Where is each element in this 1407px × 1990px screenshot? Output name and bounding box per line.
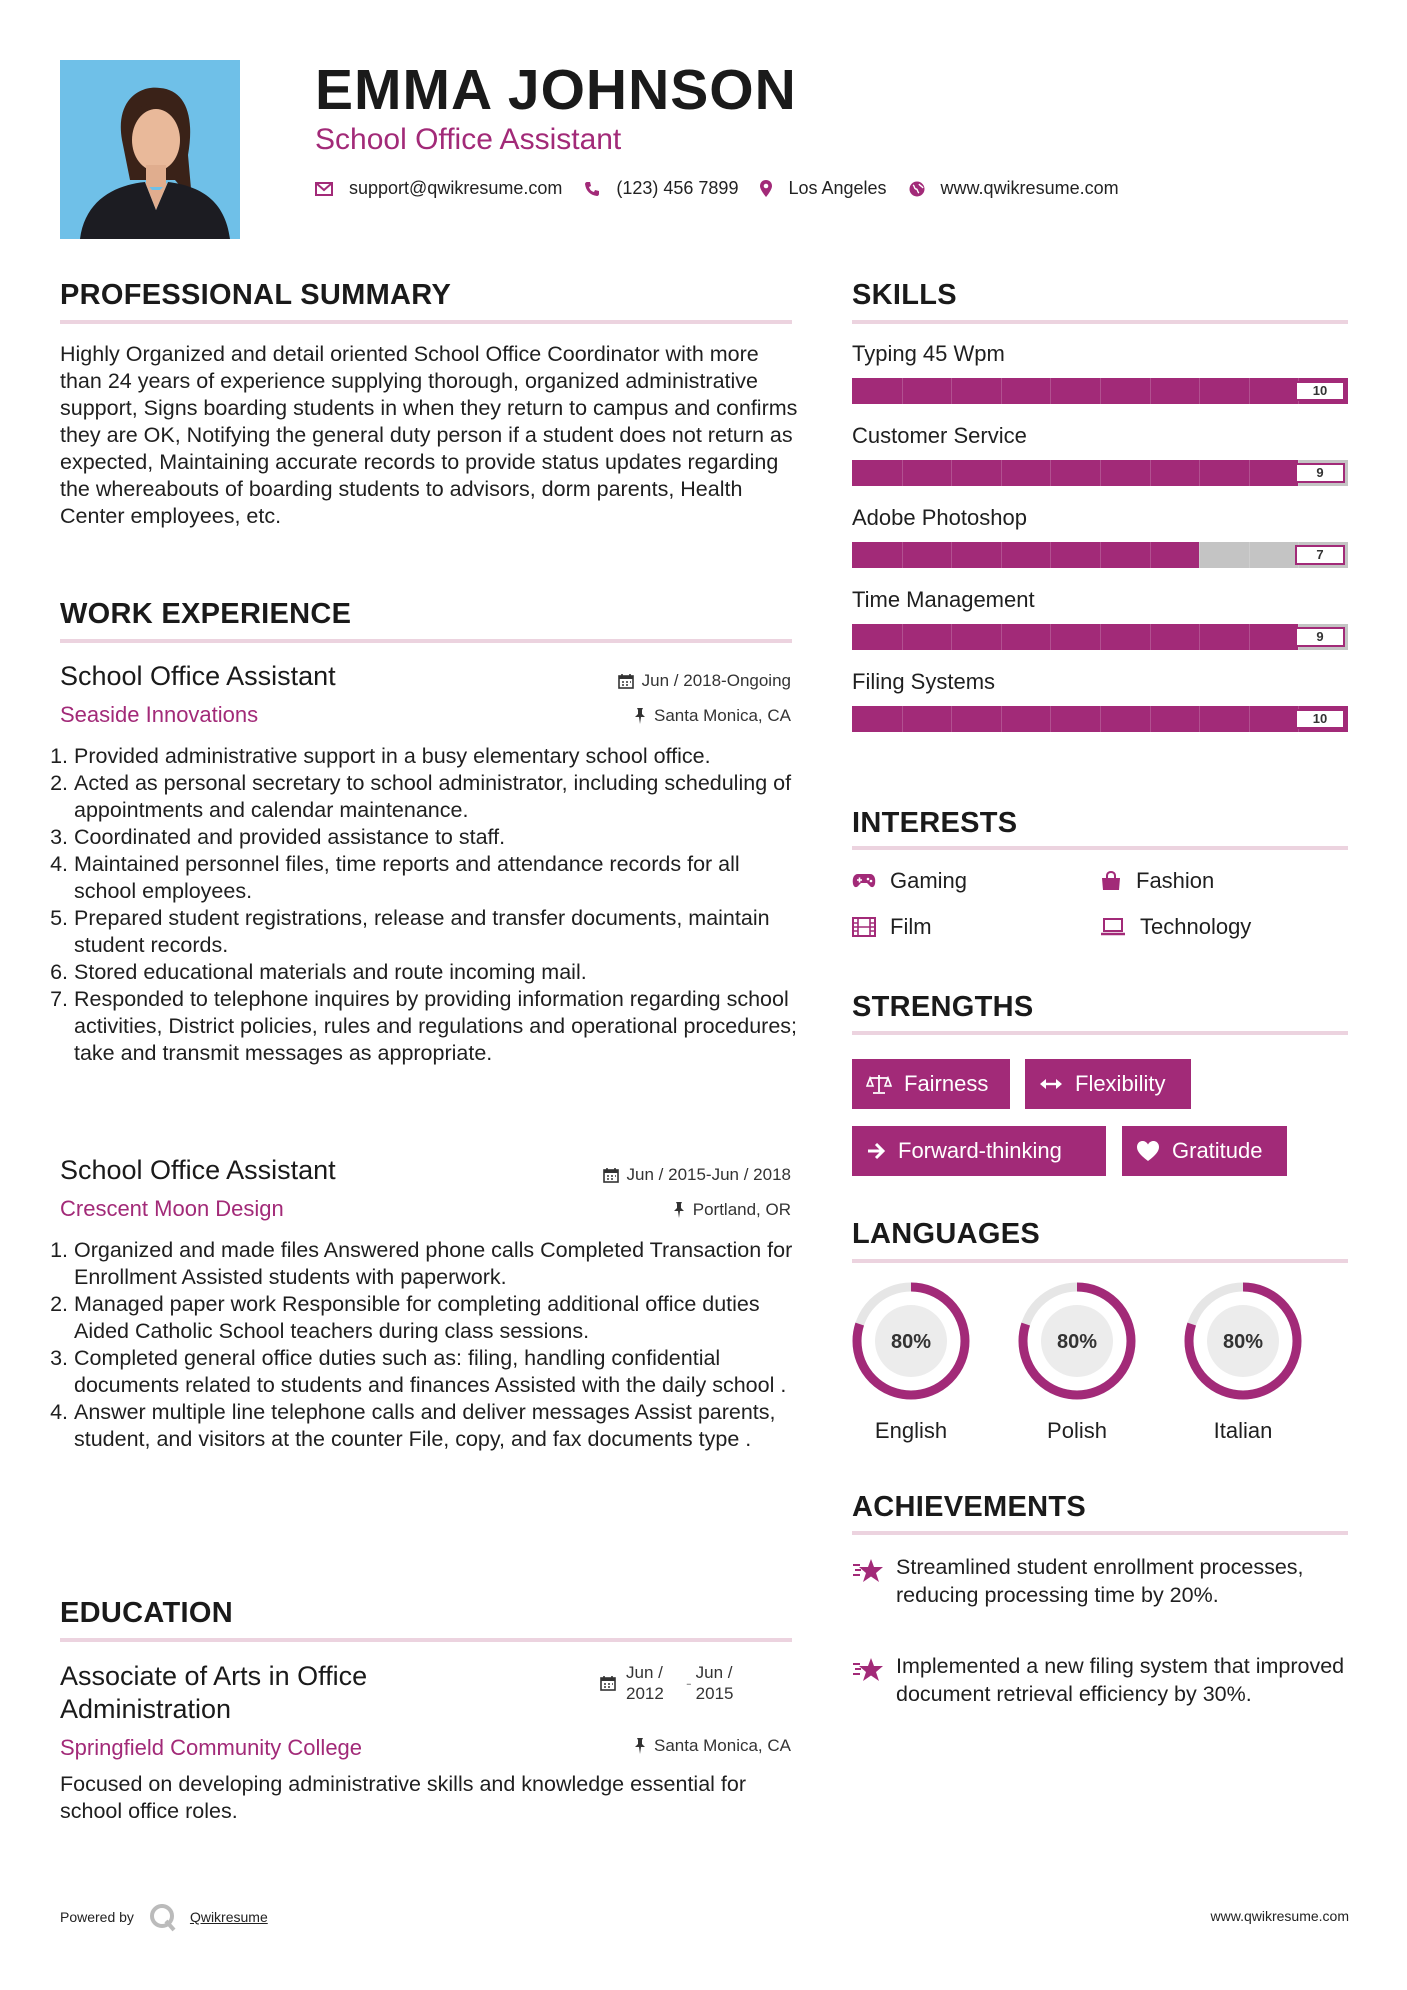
achievements-heading: ACHIEVEMENTS	[852, 1491, 1087, 1523]
skill-rating-bar	[852, 624, 1348, 650]
job-2-location	[673, 1199, 791, 1221]
strengths-divider	[852, 1031, 1348, 1035]
summary-heading: PROFESSIONAL SUMMARY	[60, 279, 452, 311]
skill-bar-segment-divider	[1199, 378, 1200, 404]
skills-divider	[852, 320, 1348, 324]
footer-website[interactable]: www.qwikresume.com	[1210, 1908, 1349, 1924]
heart-icon	[1136, 1140, 1160, 1162]
job-2-duties	[56, 1237, 804, 1453]
skill-label: Adobe Photoshop	[852, 505, 1027, 530]
list-item: 6. Stored educational materials and route incoming mail.	[74, 959, 804, 986]
language-name: Italian	[1213, 1418, 1273, 1443]
skill-bar-segment-divider	[902, 706, 903, 732]
shopping-bag-icon	[1100, 871, 1122, 891]
achievement-text: Streamlined student enrollment processes, reducing processing time by 20%.	[896, 1555, 1304, 1607]
skill-bar-segment-divider	[1100, 542, 1101, 568]
skill-bar-segment-divider	[1001, 542, 1002, 568]
skill-score: 10	[1295, 709, 1345, 729]
skill-bar-segment-divider	[951, 624, 952, 650]
strength-label: Forward-thinking	[898, 1138, 1062, 1163]
job-1-location	[634, 705, 791, 727]
person-portrait-icon	[60, 60, 240, 239]
skill-bar-segment-divider	[1001, 706, 1002, 732]
skill-bar-segment-divider	[1050, 624, 1051, 650]
job-2-location-text: Portland, OR	[692, 1200, 791, 1219]
strength-label: Gratitude	[1172, 1138, 1263, 1163]
skill-bar-segment-divider	[1249, 460, 1250, 486]
interest-label: Fashion	[1136, 868, 1215, 893]
skill-label: Typing 45 Wpm	[852, 341, 1005, 366]
achievement-item-1	[852, 1553, 1352, 1609]
skill-bar-segment-divider	[951, 706, 952, 732]
languages-divider	[852, 1259, 1348, 1263]
education-description: Focused on developing administrative skills and knowledge essential for school office roles.	[60, 1772, 746, 1823]
strengths-heading: STRENGTHS	[852, 991, 1034, 1023]
list-item: 3. Completed general office duties such as: filing, handling confidential documents related to students and finances Assisted with the daily school .	[74, 1345, 804, 1399]
education-end-month: Jun /	[695, 1663, 733, 1682]
calendar-icon	[618, 673, 634, 689]
calendar-icon	[603, 1167, 619, 1183]
skill-bar-segment-divider	[1150, 624, 1151, 650]
film-icon	[852, 917, 876, 937]
languages-list	[848, 1278, 1348, 1445]
strength-label: Flexibility	[1075, 1071, 1166, 1096]
balance-scale-icon	[866, 1073, 892, 1095]
skill-rating-fill	[852, 460, 1298, 486]
candidate-name: EMMA JOHNSON	[315, 58, 797, 122]
achievement-text: Implemented a new filing system that improved document retrieval efficiency by 30%.	[896, 1654, 1345, 1706]
contact-website[interactable]	[909, 178, 1119, 199]
skill-rating-bar	[852, 542, 1348, 568]
skill-bar-segment-divider	[1100, 706, 1101, 732]
job-1-title: School Office Assistant	[60, 661, 336, 691]
skill-score: 7	[1295, 545, 1345, 565]
experience-heading: WORK EXPERIENCE	[60, 598, 352, 630]
summary-divider	[60, 320, 792, 324]
job-1-company: Seaside Innovations	[60, 702, 259, 727]
education-location-text: Santa Monica, CA	[653, 1736, 791, 1755]
job-1-date	[618, 670, 791, 692]
languages-heading: LANGUAGES	[852, 1218, 1040, 1250]
skill-item	[852, 668, 1348, 732]
list-item: 1. Organized and made files Answered phone calls Completed Transaction for Enrollment Assisted students with paperwork.	[74, 1237, 804, 1291]
language-item	[1014, 1278, 1140, 1445]
skill-rating-bar	[852, 706, 1348, 732]
language-item	[1180, 1278, 1306, 1445]
skill-bar-segment-divider	[951, 378, 952, 404]
achievement-item-2	[852, 1652, 1352, 1708]
job-1-date-text: Jun / 2018-Ongoing	[641, 671, 791, 690]
contact-location-text: Los Angeles	[788, 178, 887, 198]
pushpin-icon	[634, 1738, 646, 1754]
interest-technology	[1100, 914, 1251, 940]
map-pin-icon	[760, 180, 772, 197]
experience-divider	[60, 639, 792, 643]
skill-rating-fill	[852, 542, 1199, 568]
skill-score: 9	[1295, 463, 1345, 483]
education-start-month: Jun /	[626, 1663, 663, 1682]
interest-fashion	[1100, 868, 1214, 894]
skill-rating-bar	[852, 378, 1348, 404]
pushpin-icon	[634, 708, 646, 724]
strength-forward-thinking	[852, 1126, 1106, 1176]
contact-website-text: www.qwikresume.com	[940, 178, 1119, 198]
skill-bar-segment-divider	[1100, 624, 1101, 650]
job-2-date	[603, 1164, 791, 1186]
contact-bar	[315, 178, 1141, 199]
candidate-title: School Office Assistant	[315, 123, 622, 156]
language-percent: 80%	[1222, 1331, 1264, 1353]
language-proficiency-ring	[1014, 1278, 1140, 1404]
contact-phone[interactable]	[584, 178, 738, 199]
skill-bar-segment-divider	[902, 542, 903, 568]
laptop-icon	[1100, 918, 1126, 936]
language-percent: 80%	[1056, 1331, 1098, 1353]
contact-email-text: support@qwikresume.com	[349, 178, 563, 198]
skill-bar-segment-divider	[1249, 542, 1250, 568]
profile-photo	[60, 60, 240, 239]
language-proficiency-ring	[848, 1278, 974, 1404]
date-separator: -	[686, 1673, 692, 1693]
list-item: 1. Provided administrative support in a busy elementary school office.	[74, 743, 804, 770]
star-icon	[852, 1557, 884, 1583]
skill-bar-segment-divider	[1150, 460, 1151, 486]
interest-label: Film	[890, 914, 932, 939]
skill-label: Customer Service	[852, 423, 1027, 448]
education-heading: EDUCATION	[60, 1597, 233, 1629]
skill-bar-segment-divider	[1001, 460, 1002, 486]
skill-bar-segment-divider	[951, 542, 952, 568]
arrow-right-icon	[866, 1141, 886, 1161]
list-item: 3. Coordinated and provided assistance to staff.	[74, 824, 804, 851]
list-item: 4. Answer multiple line telephone calls and deliver messages Assist parents, student, and visitors at the counter File, copy, and fax documents type .	[74, 1399, 804, 1453]
strength-label: Fairness	[904, 1071, 989, 1096]
qwikresume-logo-icon	[148, 1902, 178, 1932]
strength-fairness	[852, 1059, 1010, 1109]
list-item: 2. Managed paper work Responsible for completing additional office duties Aided Catholic School teachers during class sessions.	[74, 1291, 804, 1345]
interest-gaming	[852, 868, 967, 894]
pushpin-icon	[673, 1202, 685, 1218]
job-2-company: Crescent Moon Design	[60, 1196, 284, 1221]
skill-rating-bar	[852, 460, 1348, 486]
education-location	[634, 1735, 791, 1757]
skills-heading: SKILLS	[852, 279, 957, 311]
skill-bar-segment-divider	[902, 378, 903, 404]
interests-divider	[852, 846, 1348, 850]
skill-bar-segment-divider	[1050, 378, 1051, 404]
achievements-divider	[852, 1531, 1348, 1535]
language-name: English	[874, 1418, 948, 1443]
contact-email[interactable]	[315, 178, 562, 199]
skill-score: 10	[1295, 381, 1345, 401]
job-2-title: School Office Assistant	[60, 1155, 336, 1185]
education-divider	[60, 1638, 792, 1642]
contact-phone-text: (123) 456 7899	[616, 178, 739, 198]
powered-by-text: Powered by	[60, 1909, 134, 1925]
envelope-icon	[315, 182, 333, 196]
skill-bar-segment-divider	[1199, 542, 1200, 568]
list-item: 7. Responded to telephone inquires by providing information regarding school activities, District policies, rules and regulations and operational procedures; take and transmit messages as appropriate.	[74, 986, 804, 1067]
degree-title-line-1: Associate of Arts in Office	[60, 1661, 368, 1691]
interest-label: Technology	[1140, 914, 1252, 939]
skill-bar-segment-divider	[1199, 706, 1200, 732]
education-end-year: 2015	[695, 1684, 734, 1703]
job-1-location-text: Santa Monica, CA	[653, 706, 791, 725]
star-icon	[852, 1656, 884, 1682]
skill-label: Filing Systems	[852, 669, 996, 694]
summary-text: Highly Organized and detail oriented School Office Coordinator with more than 24 years of experience supplying thorough, organized administrative support, Signs boarding students in when they return to campus and confirms they are OK, Notifying the general duty person if a student does not return as expected, Maintaining accurate records to provide status updates regarding the whereabouts of boarding students to advisors, dorm parents, Health Center employees, etc.	[60, 342, 798, 528]
education-start-date	[626, 1662, 686, 1704]
skill-item	[852, 340, 1348, 404]
education-end-date	[696, 1662, 734, 1704]
calendar-icon	[600, 1675, 616, 1691]
skill-bar-segment-divider	[951, 460, 952, 486]
skill-bar-segment-divider	[1249, 378, 1250, 404]
qwikresume-link[interactable]: Qwikresume	[189, 1909, 268, 1925]
skill-bar-segment-divider	[1150, 706, 1151, 732]
skills-list	[852, 340, 1348, 750]
skill-label: Time Management	[852, 587, 1035, 612]
job-1-duties	[56, 743, 804, 1067]
phone-icon	[584, 181, 600, 197]
skill-bar-segment-divider	[1001, 624, 1002, 650]
skill-bar-segment-divider	[1050, 542, 1051, 568]
skill-rating-fill	[852, 624, 1298, 650]
degree-title	[60, 1660, 367, 1726]
arrows-horizontal-icon	[1039, 1077, 1063, 1091]
interests-heading: INTERESTS	[852, 807, 1018, 839]
skill-bar-segment-divider	[1150, 378, 1151, 404]
language-percent: 80%	[890, 1331, 932, 1353]
interest-label: Gaming	[890, 868, 968, 893]
skill-bar-segment-divider	[1199, 460, 1200, 486]
language-item	[848, 1278, 974, 1445]
education-dates	[600, 1662, 734, 1704]
strength-flexibility	[1025, 1059, 1191, 1109]
skill-bar-segment-divider	[1199, 624, 1200, 650]
skill-item	[852, 422, 1348, 486]
footer-powered-by	[60, 1902, 268, 1932]
language-proficiency-ring	[1180, 1278, 1306, 1404]
skill-bar-segment-divider	[1001, 378, 1002, 404]
skill-bar-segment-divider	[902, 460, 903, 486]
skill-bar-segment-divider	[1150, 542, 1151, 568]
skill-bar-segment-divider	[1249, 706, 1250, 732]
list-item: 5. Prepared student registrations, release and transfer documents, maintain student records.	[74, 905, 804, 959]
skill-bar-segment-divider	[1100, 378, 1101, 404]
degree-title-line-2: Administration	[60, 1694, 232, 1724]
education-school: Springfield Community College	[60, 1735, 363, 1760]
interest-film	[852, 914, 932, 940]
skill-item	[852, 504, 1348, 568]
job-2-date-text: Jun / 2015-Jun / 2018	[626, 1165, 791, 1184]
skill-bar-segment-divider	[1249, 624, 1250, 650]
strength-gratitude	[1122, 1126, 1287, 1176]
skill-bar-segment-divider	[1100, 460, 1101, 486]
gamepad-icon	[852, 873, 876, 889]
skill-bar-segment-divider	[902, 624, 903, 650]
skill-bar-segment-divider	[1050, 460, 1051, 486]
language-name: Polish	[1047, 1418, 1107, 1443]
globe-icon	[909, 181, 925, 197]
education-start-year: 2012	[626, 1684, 664, 1703]
contact-location	[760, 178, 886, 199]
list-item: 2. Acted as personal secretary to school administrator, including scheduling of appointments and calendar maintenance.	[74, 770, 804, 824]
skill-score: 9	[1295, 627, 1345, 647]
list-item: 4. Maintained personnel files, time reports and attendance records for all school employees.	[74, 851, 804, 905]
skill-item	[852, 586, 1348, 650]
skill-bar-segment-divider	[1050, 706, 1051, 732]
